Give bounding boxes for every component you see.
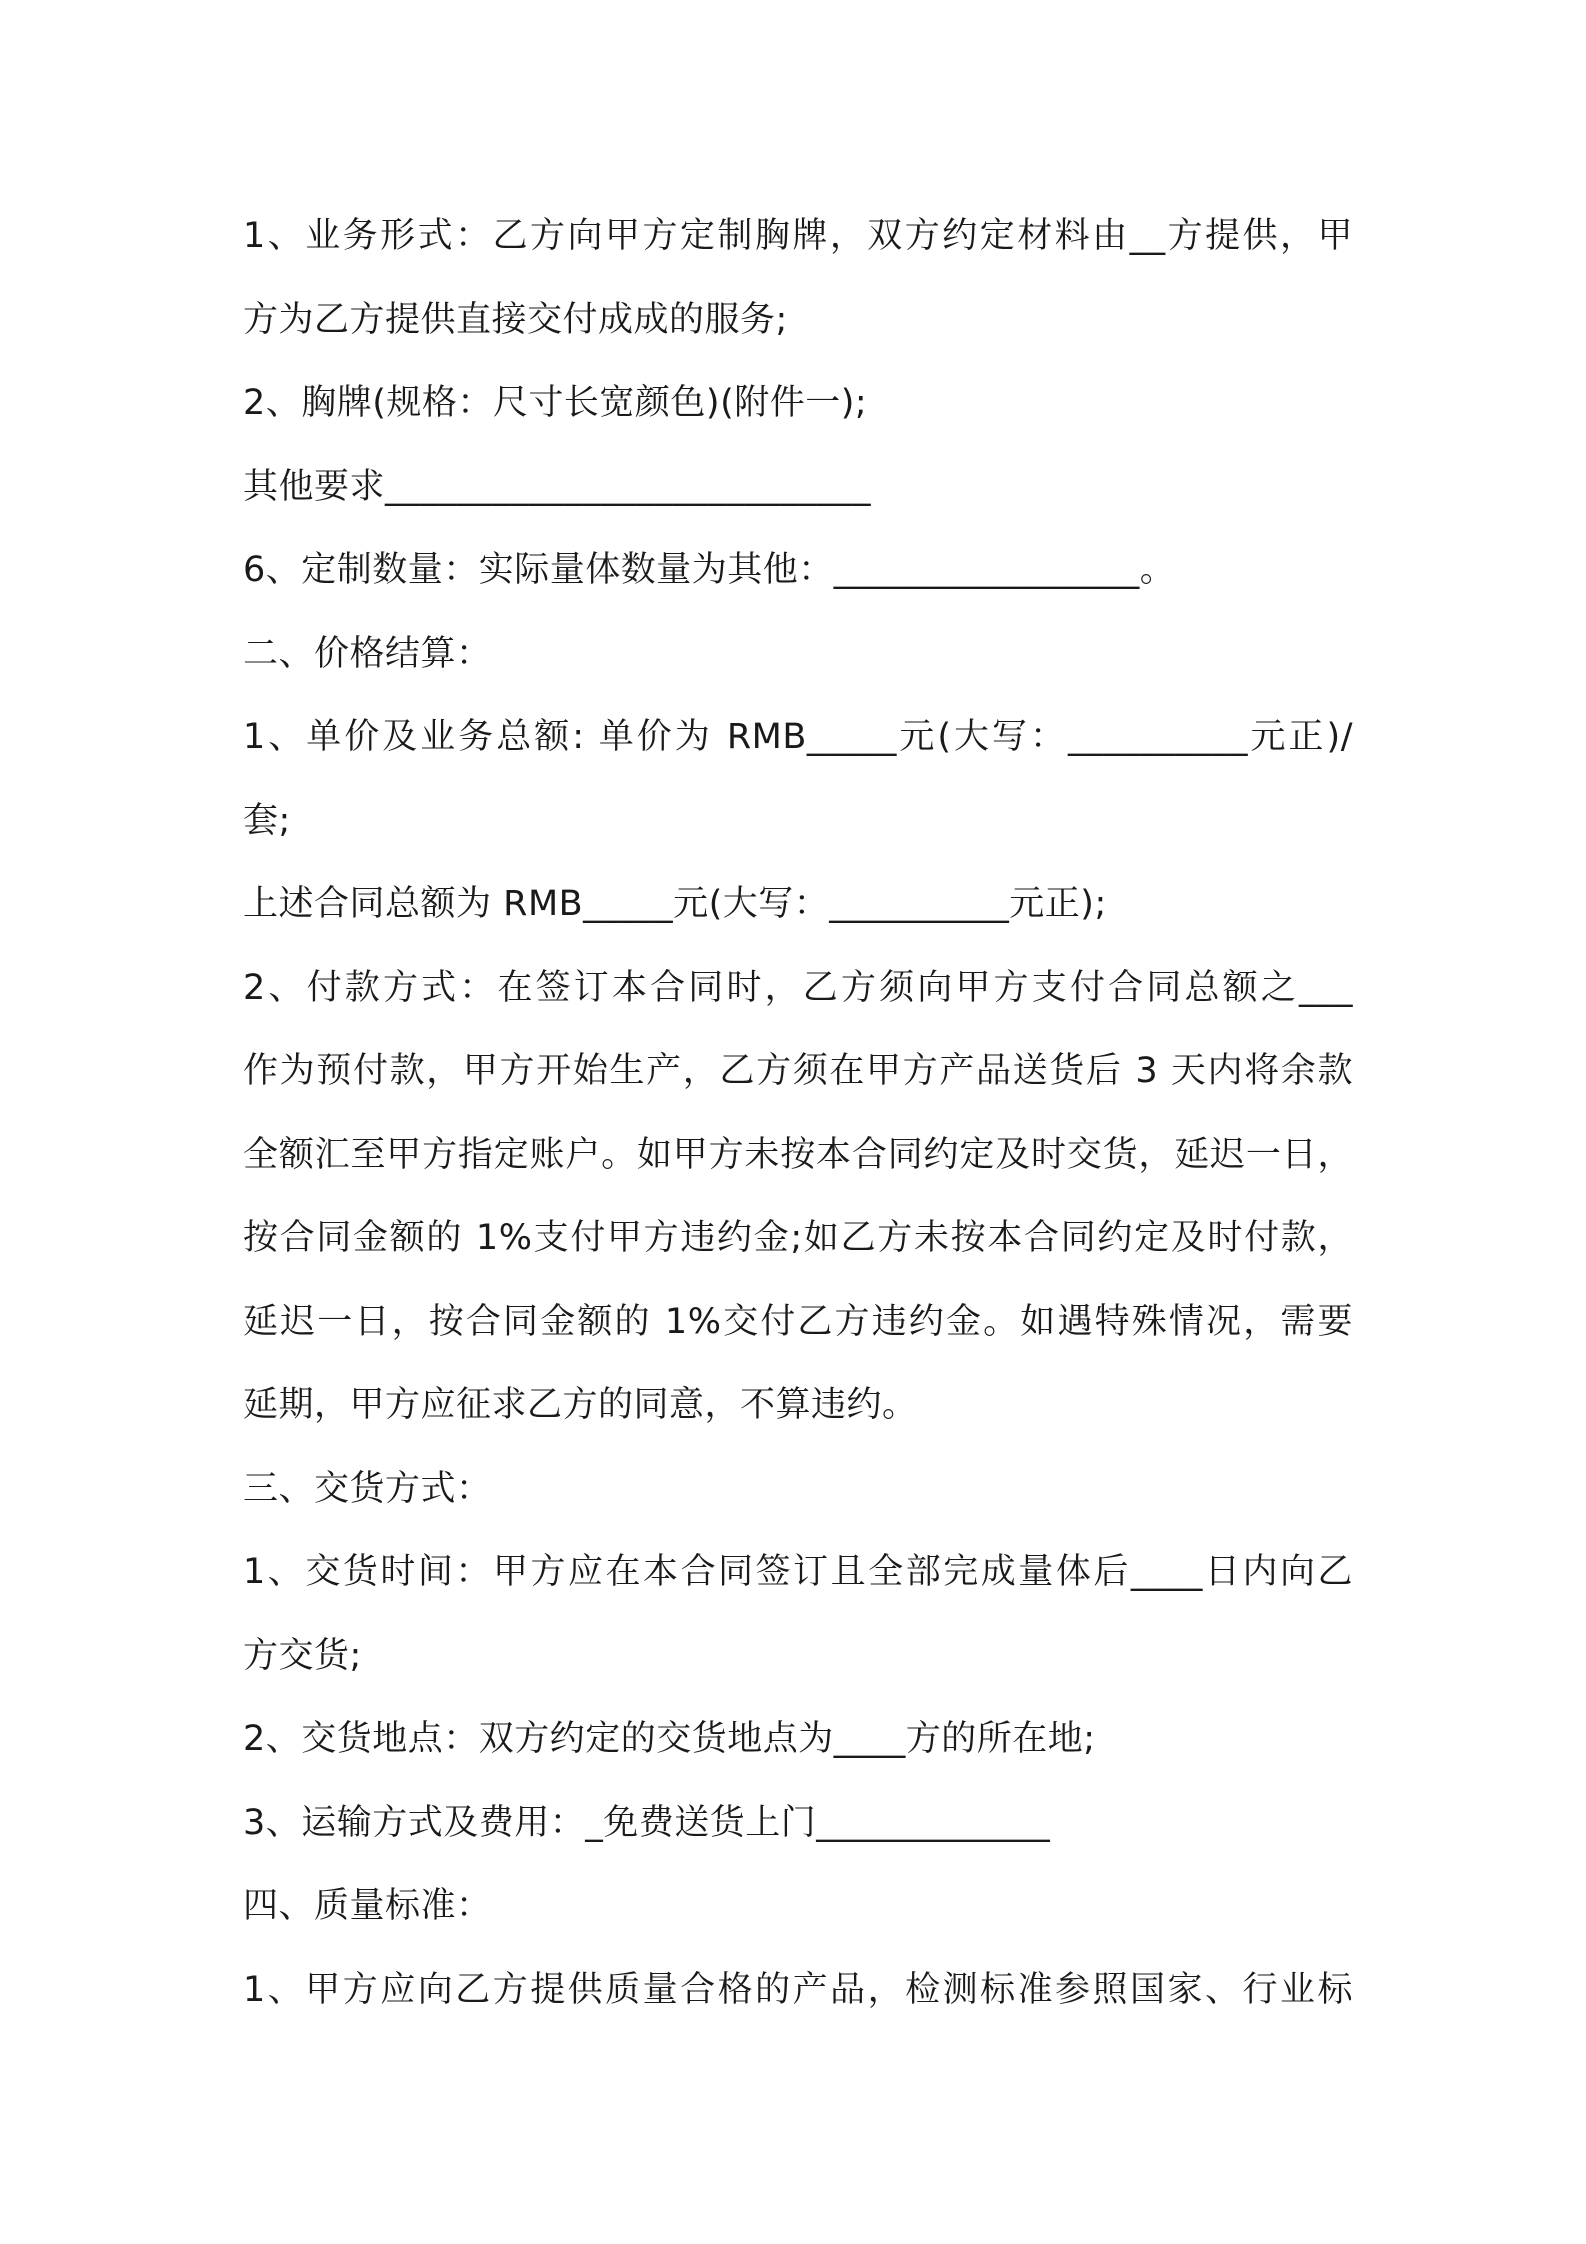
text-line: 3、运输方式及费用：_免费送货上门_____________ <box>243 1802 1051 1843</box>
text-line: 延期，甲方应征求乙方的同意，不算违约。 <box>243 1385 918 1425</box>
text-line: 2、交货地点：双方约定的交货地点为____方的所在地; <box>243 1719 1096 1759</box>
text-line: 其他要求___________________________ <box>243 466 872 507</box>
contract-body <box>243 195 1353 2032</box>
text-line: 作为预付款，甲方开始生产，乙方须在甲方产品送货后 3 天内将余款 <box>243 1051 1353 1091</box>
text-line: 1、交货时间：甲方应在本合同签订且全部完成量体后____日内向乙 <box>243 1552 1353 1592</box>
section-heading: 四、质量标准： <box>243 1886 492 1926</box>
text-line: 套; <box>243 800 291 841</box>
text-line: 1、单价及业务总额: 单价为 RMB_____元(大写：__________元正)/ <box>243 717 1353 757</box>
text-line: 1、甲方应向乙方提供质量合格的产品，检测标准参照国家、行业标 <box>243 1969 1353 2010</box>
text-line: 上述合同总额为 RMB_____元(大写：__________元正); <box>243 884 1107 924</box>
text-line: 6、定制数量：实际量体数量为其他：_________________。 <box>243 550 1176 590</box>
text-line: 延迟一日，按合同金额的 1%交付乙方违约金。如遇特殊情况，需要 <box>243 1301 1353 1342</box>
text-line: 1、业务形式：乙方向甲方定制胸牌，双方约定材料由__方提供，甲 <box>243 216 1353 256</box>
text-line: 按合同金额的 1%支付甲方违约金;如乙方未按本合同约定及时付款， <box>243 1218 1353 1258</box>
section-heading: 二、价格结算： <box>243 633 492 674</box>
text-line: 方为乙方提供直接交付成成的服务; <box>243 299 788 340</box>
text-line: 2、付款方式：在签订本合同时，乙方须向甲方支付合同总额之___ <box>243 967 1353 1008</box>
text-line: 方交货; <box>243 1635 362 1676</box>
text-line: 2、胸牌(规格：尺寸长宽颜色)(附件一); <box>243 383 868 423</box>
text-line: 全额汇至甲方指定账户。如甲方未按本合同约定及时交货，延迟一日， <box>243 1134 1353 1175</box>
section-heading: 三、交货方式： <box>243 1468 492 1509</box>
